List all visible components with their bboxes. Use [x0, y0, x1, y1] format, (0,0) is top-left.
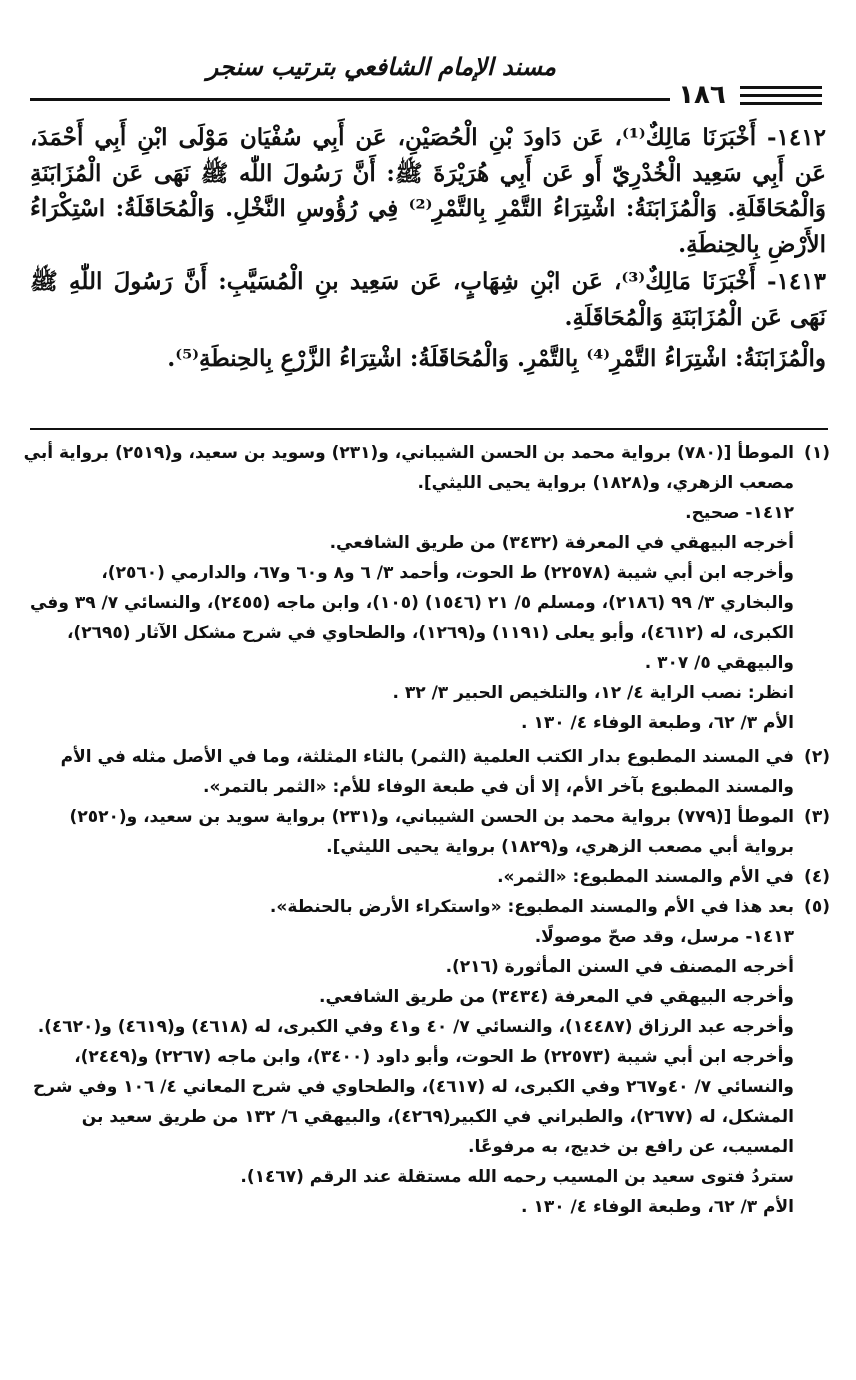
footnote-text: الموطأ [(٧٧٩) برواية محمد بن الحسن الشيباني، و(٢٣١) برواية سويد بن سعيد، و(٢٥٢٠) برواية أبي مصعب الزهري، و(١٨٢٩) برواية يحيى الليثي].: [69, 807, 794, 857]
takhrij-line: الأم ٣/ ٦٢، وطبعة الوفاء ٤/ ١٣٠ .: [521, 1197, 794, 1217]
takhrij-line: ستردُ فتوى سعيد بن المسيب رحمه الله مستقلة عند الرقم (١٤٦٧).: [240, 1167, 794, 1187]
hadith-1413: ١٤١٣- أَخْبَرَنَا مَالِكٌ⁽³⁾، عَن ابْنِ شِهَابٍ، عَن سَعِيد بنِ الْمُسَيَّبِ: أَنَّ رَسُولَ اللّٰهِ ﷺ نَهَى عَن الْمُزَابَنَةِ وَالْمُحَاقَلَةِ.: [30, 268, 826, 331]
footnote-ref: (٤): [804, 867, 830, 887]
footnote-text: في الأم والمسند المطبوع: «الثمر».: [497, 867, 794, 887]
takhrij-line: أخرجه المصنف في السنن المأثورة (٢١٦).: [445, 957, 794, 977]
footnote-ref: (٣): [804, 807, 830, 827]
footnote-text: الموطأ [(٧٨٠) برواية محمد بن الحسن الشيباني، و(٢٣١) وسويد بن سعيد، و(٢٥١٩) برواية أبي مصعب الزهري، و(١٨٢٨) برواية يحيى الليثي].: [23, 443, 794, 493]
header-rule: [30, 98, 670, 101]
page-number-ornament: [740, 86, 822, 110]
footnote-text: بعد هذا في الأم والمسند المطبوع: «واستكراء الأرض بالحنطة».: [269, 897, 794, 917]
footnote-3: [22, 802, 830, 862]
footnote-text: في المسند المطبوع بدار الكتب العلمية (الثمر) بالثاء المثلثة، وما في الأصل مثله في الأم والمسند المطبوع بآخر الأم، إلا أن في طبعة الوفاء للأم: «الثمر بالتمر».: [60, 747, 794, 797]
takhrij-1413: [22, 922, 830, 1222]
footnotes: [22, 438, 830, 1222]
hadith-1413-definition: والْمُزَابَنَةُ: اشْتِرَاءُ التَّمْرِ⁽⁴⁾ بِالتَّمْرِ. وَالْمُحَاقَلَةُ: اشْتِرَاءُ الزَّرْعِ بِالحِنطَةِ⁽⁵⁾.: [167, 345, 826, 372]
takhrij-line: انظر: نصب الراية ٤/ ١٢، والتلخيص الحبير ٣/ ٣٢ .: [392, 683, 794, 703]
running-header-title: مسند الإمام الشافعي بترتيب سنجر: [206, 52, 556, 81]
footnote-2: [22, 742, 830, 802]
takhrij-1412: [22, 498, 830, 738]
takhrij-line: وأخرجه ابن أبي شيبة (٢٢٥٧٣) ط الحوت، وأبو داود (٣٤٠٠)، وابن ماجه (٢٢٦٧) و(٢٤٤٩)، والنسائي ٧/ ٤٠و٢٦٧ وفي الكبرى، له (٤٦١٧)، والطحاوي في شرح المعاني ٤/ ١٠٦ وفي شرح المشكل، له (٢٦٧٧)، والطبراني في الكبير(٤٢٦٩)، والبيهقي ٦/ ١٣٢ من طريق سعيد بن المسيب، عن رافع بن خديج، به مرفوعًا.: [32, 1047, 794, 1157]
main-text: [30, 120, 826, 377]
takhrij-line: وأخرجه ابن أبي شيبة (٢٢٥٧٨) ط الحوت، وأحمد ٣/ ٦ و٨ و٦٠ و٦٧، والدارمي (٢٥٦٠)، والبخاري ٣/ ٩٩ (٢١٨٦)، ومسلم ٥/ ٢١ (١٥٤٦) (١٠٥)، وابن ماجه (٢٤٥٥)، والنسائي ٧/ ٣٩ وفي الكبرى، له (٤٦١٢)، وأبو يعلى (١١٩١) و(١٢٦٩)، والطحاوي في شرح مشكل الآثار (٢٦٩٥)، والبيهقي ٥/ ٣٠٧ .: [29, 563, 794, 673]
footnote-4: [22, 862, 830, 892]
takhrij-line: وأخرجه البيهقي في المعرفة (٣٤٣٤) من طريق الشافعي.: [319, 987, 794, 1007]
page-number: ١٨٦: [678, 80, 726, 110]
footnote-ref: (٥): [804, 897, 830, 917]
hadith-1412: ١٤١٢- أَخْبَرَنَا مَالِكٌ⁽¹⁾، عَن دَاودَ بْنِ الْحُصَيْنِ، عَن أَبِي سُفْيَان مَوْلَى ابْنِ أَبِي أَحْمَدَ، عَن أَبِي سَعِيد الْخُدْرِيّ أَو عَن أَبِي هُرَيْرَةَ ﷺ: أَنَّ رَسُولَ اللّٰه ﷺ نَهَى عَن الْمُزَابَنَةِ وَالْمُحَاقَلَةِ. وَالْمُزَابَنَةُ: اشْتِرَاءُ التَّمْرِ بِالتَّمْرِ⁽²⁾ فِي رُؤُوسِ النَّخْلِ. وَالْمُحَاقَلَةُ: اسْتِكْرَاءُ الأَرْضِ بِالحِنطَةِ.: [30, 124, 826, 258]
takhrij-line: أخرجه البيهقي في المعرفة (٣٤٣٢) من طريق الشافعي.: [329, 533, 794, 553]
takhrij-line: وأخرجه عبد الرزاق (١٤٤٨٧)، والنسائي ٧/ ٤٠ و٤١ وفي الكبرى، له (٤٦١٨) و(٤٦١٩) و(٤٦٢٠).: [37, 1017, 794, 1037]
footnote-ref: (١): [804, 443, 830, 463]
footnote-separator: [30, 428, 828, 430]
footnote-ref: (٢): [804, 747, 830, 767]
footnote-1: [22, 438, 830, 498]
takhrij-heading: ١٤١٢- صحيح.: [685, 503, 794, 523]
footnote-5: [22, 892, 830, 922]
takhrij-heading: ١٤١٣- مرسل، وقد صحّ موصولًا.: [534, 927, 794, 947]
takhrij-line: الأم ٣/ ٦٢، وطبعة الوفاء ٤/ ١٣٠ .: [521, 713, 794, 733]
